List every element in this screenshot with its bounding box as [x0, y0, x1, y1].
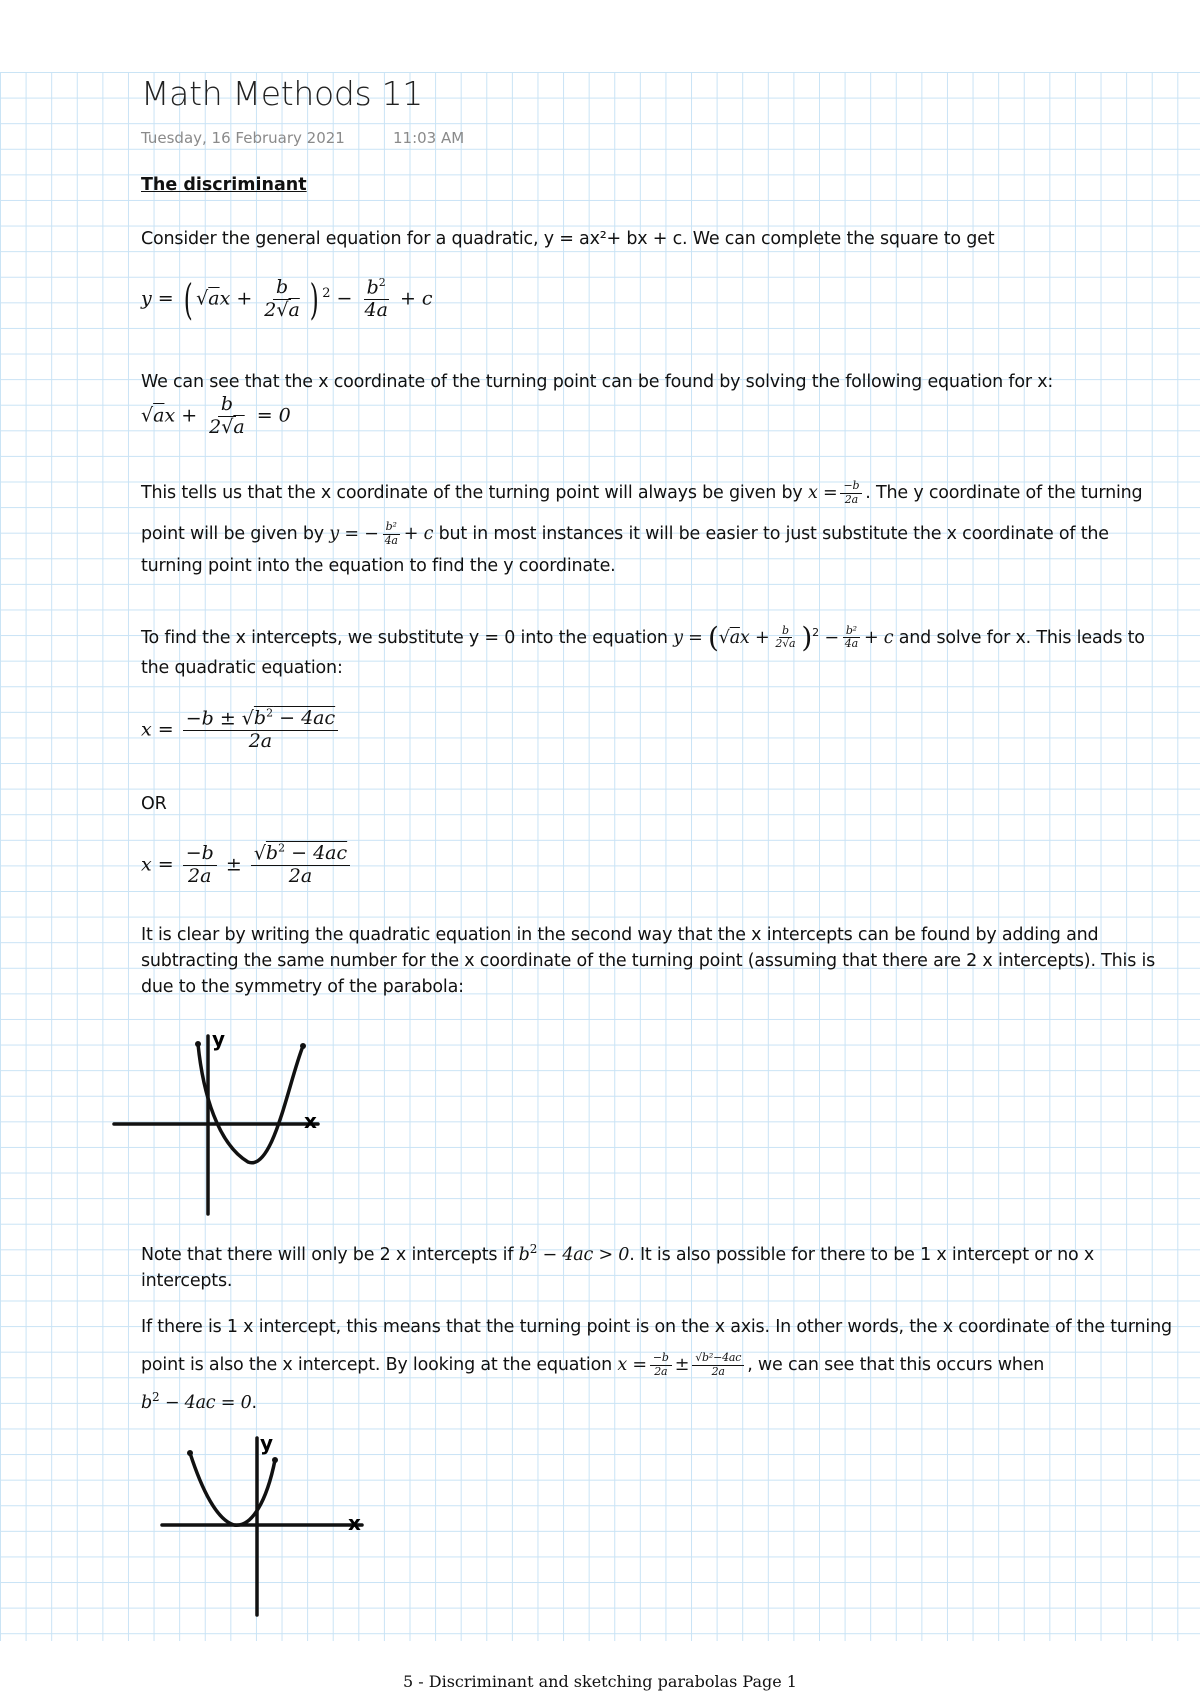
sketch-one-intercept [152, 1420, 382, 1620]
paragraph-intro: Consider the general equation for a quadratic, y = ax²+ bx + c. We can complete the square to get [141, 229, 995, 249]
text-p7c: , we can see that this occurs when [747, 1355, 1045, 1376]
text-p4b: and solve for x. This leads to [898, 627, 1145, 648]
text-p4a: To find the x intercepts, we substitute y = 0 into the equation [141, 627, 668, 648]
paragraph-one-intercept: point is also the x intercept. By looking at the equation x = $\frac{-b}{2a}$ ± $\frac{\text{√b²−4ac}}{2a}$ , we can see that this occurs when [141, 1351, 1045, 1378]
arrow-point-left [187, 1450, 193, 1456]
text-p3e: turning point into the equation to find the y coordinate. [141, 556, 616, 576]
equation-quadratic-formula: x = $\frac{-b \pm √b^2 - 4ac}{2a}$ [141, 708, 341, 753]
arrow-point-right [300, 1043, 306, 1049]
text-p3d: but in most instances it will be easier to just substitute the x coordinate of the [438, 524, 1109, 545]
paragraph-two-intercepts: Note that there will only be 2 x intercepts if $b^2 - 4ac > 0$. It is also possible for there to be 1 x intercept or no x intercepts. [141, 1242, 1095, 1291]
text-p6b: . It is also possible for there to be 1 x intercept or no x intercepts. [141, 1244, 1095, 1291]
header-band [0, 0, 1200, 72]
equation-turning-point: √ax + $\frac{b}{2√a}$ = 0 [141, 393, 291, 438]
note-time: 11:03 AM [393, 129, 465, 147]
x-axis-label: x [348, 1511, 361, 1535]
parabola-curve [190, 1453, 275, 1525]
sketch-two-intercepts [108, 1024, 328, 1224]
text-p3b: . The y coordinate of the turning [865, 483, 1143, 504]
equation-discriminant-zero: $b^2 - 4ac = 0$. [141, 1390, 257, 1413]
text-p4c: the quadratic equation: [141, 658, 343, 678]
text-p6a: Note that there will only be 2 x intercepts if [141, 1244, 514, 1265]
parabola-curve [198, 1044, 303, 1163]
arrow-point-left [195, 1041, 201, 1047]
section-heading: The discriminant [141, 175, 307, 195]
equation-completed-square: y = ( √ax + $\frac{b}{2√a}$ ) $^2$ − $\frac{b^2}{4a}$ + c [141, 275, 433, 324]
x-axis-label: x [304, 1109, 317, 1133]
text-p7a: If there is 1 x intercept, this means that the turning point is on the x axis. In other words, the x coordinate of the turning [141, 1317, 1172, 1337]
text-p7b: point is also the x intercept. By looking at the equation [141, 1355, 612, 1376]
note-date: Tuesday, 16 February 2021 [141, 129, 345, 147]
paragraph-x-intercepts: To find the x intercepts, we substitute y = 0 into the equation y = (√ax + $\frac{b}{2√a}$ )$^2$ − $\frac{\text{b²}}{4a}$ + c and solve for x. This leads to [141, 620, 1145, 654]
paragraph-symmetry: It is clear by writing the quadratic equation in the second way that the x intercepts can be found by adding and subtracting the same number for the x coordinate of the turning point (assuming that there are 2 x intercepts). This is due to the symmetry of the parabola: [141, 925, 1156, 997]
text-p3c: point will be given by [141, 524, 324, 545]
arrow-point-right [272, 1457, 278, 1463]
y-axis-label: y [260, 1431, 274, 1455]
equation-quadratic-formula-split: x = $\frac{-b}{2a}$ ± $\frac{√b^2 - 4ac}{2a}$ [141, 843, 353, 888]
text-or: OR [141, 794, 167, 814]
paragraph-y-coordinate: point will be given by y = − $\frac{\text{b²}}{4a}$ + c but in most instances it will be easier to just substitute the x coordinate of the [141, 520, 1109, 547]
paragraph-x-coordinate: This tells us that the x coordinate of the turning point will always be given by x = $\frac{-b}{2a}$ . The y coordinate of the turning [141, 479, 1143, 506]
paragraph-turning-point: We can see that the x coordinate of the turning point can be found by solving the following equation for x: [141, 372, 1054, 392]
page-footer: 5 - Discriminant and sketching parabolas Page 1 [403, 1672, 797, 1691]
page-title: Math Methods 11 [141, 74, 423, 113]
y-axis-label: y [212, 1027, 226, 1051]
text-p3a: This tells us that the x coordinate of the turning point will always be given by [141, 483, 803, 504]
